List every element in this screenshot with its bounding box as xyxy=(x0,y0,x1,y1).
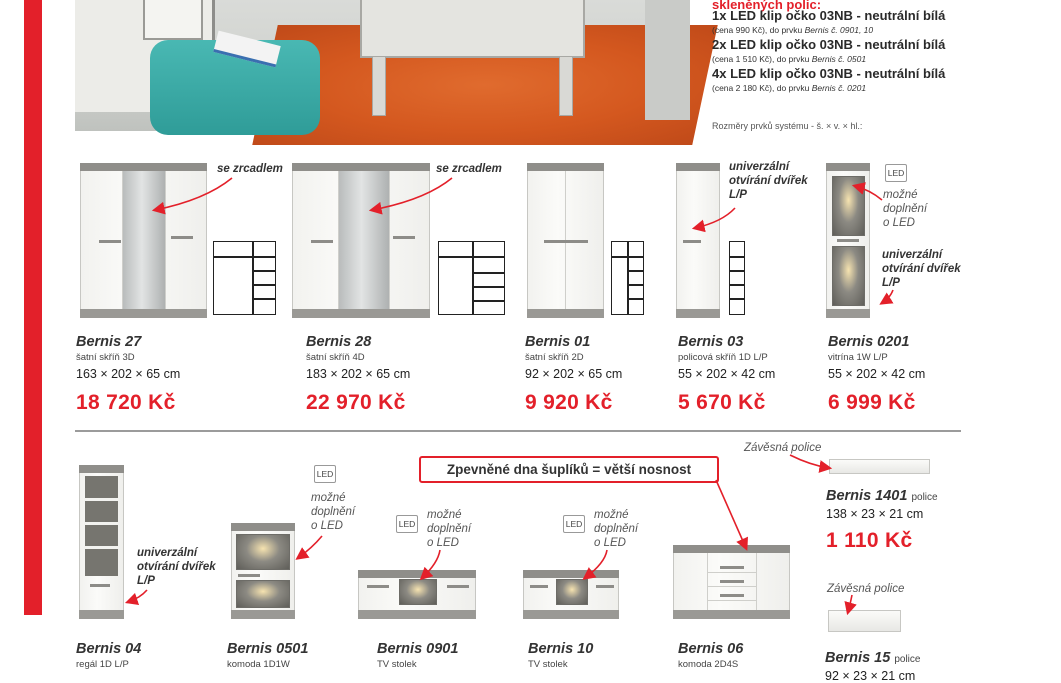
product-bernis-06 xyxy=(678,641,743,670)
photo-coffee-table xyxy=(360,0,585,58)
led-info-heading: skleněných polic: xyxy=(712,0,822,12)
led-option-callout: možné doplnění o LED xyxy=(311,492,356,532)
tv-stand-0901-image xyxy=(358,570,476,619)
product-bernis-27 xyxy=(76,334,180,415)
wardrobe-01-image xyxy=(527,163,604,318)
product-price: 22 970 Kč xyxy=(306,391,406,414)
arrow-shelf-1401 xyxy=(790,455,829,468)
arrow-universal-0201 xyxy=(882,290,893,303)
drawer-strength-banner: Zpevněné dna šuplíků = větší nosnost xyxy=(419,456,719,483)
product-name: Bernis 03 xyxy=(678,334,744,350)
product-type: TV stolek xyxy=(377,659,417,670)
section-divider xyxy=(75,430,961,432)
shelf-15-image xyxy=(828,610,901,632)
mirror-callout: se zrcadlem xyxy=(436,163,502,175)
product-bernis-01 xyxy=(525,334,622,415)
product-dimensions: 183 × 202 × 65 cm xyxy=(306,367,411,381)
product-bernis-15 xyxy=(825,650,920,683)
arrow-led-0501 xyxy=(298,536,322,558)
product-name: Bernis 01 xyxy=(525,334,591,350)
product-bernis-1401 xyxy=(826,488,938,553)
shelf-cabinet-03-schematic xyxy=(729,241,745,315)
product-bernis-04 xyxy=(76,641,141,670)
product-dimensions: 55 × 202 × 42 cm xyxy=(828,367,926,381)
product-type: šatní skříň 3D xyxy=(76,352,135,363)
commode-06-image xyxy=(673,545,790,619)
product-type: šatní skříň 4D xyxy=(306,352,365,363)
product-name: Bernis 15 police xyxy=(825,650,921,666)
product-dimensions: 92 × 202 × 65 cm xyxy=(525,367,623,381)
photo-sofa xyxy=(645,0,690,120)
red-accent-bar xyxy=(24,0,42,615)
wardrobe-28-schematic xyxy=(438,241,505,315)
wardrobe-27-schematic xyxy=(213,241,276,315)
arrow-banner xyxy=(716,480,746,548)
universal-door-callout: univerzální otvírání dvířek L/P xyxy=(729,161,808,201)
product-type: komoda 2D4S xyxy=(678,659,739,670)
arrow-universal-04 xyxy=(128,590,147,602)
rack-04-image xyxy=(79,465,124,619)
mirror-callout: se zrcadlem xyxy=(217,163,283,175)
product-bernis-0501 xyxy=(227,641,308,670)
led-option-callout: možné doplnění o LED xyxy=(883,189,928,229)
product-bernis-28 xyxy=(306,334,410,415)
vitrine-0201-image xyxy=(826,163,870,318)
product-name: Bernis 0501 xyxy=(227,641,309,657)
led-option-callout: možné doplnění o LED xyxy=(427,509,472,549)
product-bernis-0201 xyxy=(828,334,925,415)
product-name: Bernis 28 xyxy=(306,334,372,350)
product-name: Bernis 0901 xyxy=(377,641,459,657)
product-type: TV stolek xyxy=(528,659,568,670)
product-price: 5 670 Kč xyxy=(678,391,766,414)
product-name: Bernis 1401 police xyxy=(826,488,938,504)
hanging-shelf-callout: Závěsná police xyxy=(827,583,905,595)
product-price: 1 110 Kč xyxy=(826,529,913,552)
led-badge: LED xyxy=(396,515,418,533)
product-name: Bernis 27 xyxy=(76,334,142,350)
product-price: 6 999 Kč xyxy=(828,391,916,414)
led-item: 1x LED klip očko 03NB - neutrální bílá (cena 990 Kč), do prvku Bernis č. 0901, 10 xyxy=(712,8,946,35)
tv-stand-10-image xyxy=(523,570,619,619)
product-price: 18 720 Kč xyxy=(76,391,176,414)
product-bernis-03 xyxy=(678,334,775,415)
product-bernis-10 xyxy=(528,641,593,670)
hanging-shelf-callout: Závěsná police xyxy=(744,442,822,454)
room-photo xyxy=(75,0,690,131)
commode-0501-image xyxy=(231,523,295,619)
product-bernis-0901 xyxy=(377,641,458,670)
led-badge: LED xyxy=(314,465,336,483)
product-type: policová skříň 1D L/P xyxy=(678,352,768,363)
wardrobe-27-image xyxy=(80,163,207,318)
wardrobe-01-schematic xyxy=(611,241,644,315)
product-name: Bernis 06 xyxy=(678,641,744,657)
product-type: komoda 1D1W xyxy=(227,659,290,670)
led-info xyxy=(712,0,1012,131)
product-dimensions: 138 × 23 × 21 cm xyxy=(826,507,924,521)
product-dimensions: 163 × 202 × 65 cm xyxy=(76,367,181,381)
wardrobe-28-image xyxy=(292,163,430,318)
product-name: Bernis 04 xyxy=(76,641,142,657)
shelf-cabinet-03-image xyxy=(676,163,720,318)
led-badge: LED xyxy=(563,515,585,533)
led-item: 4x LED klip očko 03NB - neutrální bílá (cena 2 180 Kč), do prvku Bernis č. 0201 xyxy=(712,66,946,93)
led-badge: LED xyxy=(885,164,907,182)
led-item: 2x LED klip očko 03NB - neutrální bílá (cena 1 510 Kč), do prvku Bernis č. 0501 xyxy=(712,37,946,64)
product-type: šatní skříň 2D xyxy=(525,352,584,363)
shelf-1401-image xyxy=(829,459,930,474)
universal-door-callout: univerzální otvírání dvířek L/P xyxy=(882,249,961,289)
led-option-callout: možné doplnění o LED xyxy=(594,509,639,549)
product-dimensions: 55 × 202 × 42 cm xyxy=(678,367,776,381)
dimensions-note: Rozměry prvků systému - š. × v. × hl.: xyxy=(712,121,863,131)
product-type: regál 1D L/P xyxy=(76,659,129,670)
product-name: Bernis 10 xyxy=(528,641,594,657)
universal-door-callout: univerzální otvírání dvířek L/P xyxy=(137,547,216,587)
product-type: vitrína 1W L/P xyxy=(828,352,888,363)
product-dimensions: 92 × 23 × 21 cm xyxy=(825,669,916,683)
product-price: 9 920 Kč xyxy=(525,391,613,414)
product-name: Bernis 0201 xyxy=(828,334,910,350)
